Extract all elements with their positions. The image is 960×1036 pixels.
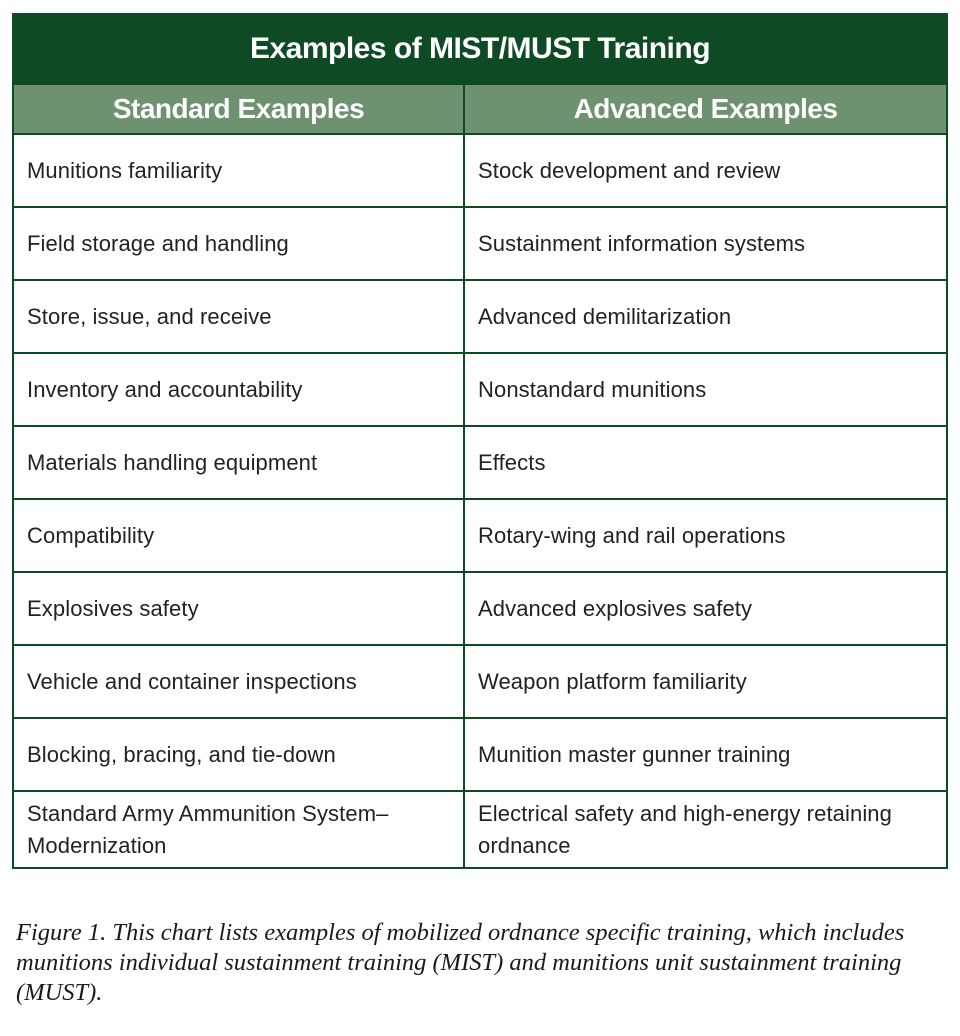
advanced-example-cell: Munition master gunner training: [464, 718, 947, 791]
advanced-example-cell: Effects: [464, 426, 947, 499]
advanced-example-cell: Advanced demilitarization: [464, 280, 947, 353]
table-row: [13, 718, 947, 791]
advanced-example-cell: Electrical safety and high-energy retaining ordnance: [464, 791, 947, 868]
standard-example-cell: Vehicle and container inspections: [13, 645, 464, 718]
standard-example-cell: Explosives safety: [13, 572, 464, 645]
standard-example-cell: Inventory and accountability: [13, 353, 464, 426]
table-title: Examples of MIST/MUST Training: [13, 14, 947, 84]
standard-example-cell: Compatibility: [13, 499, 464, 572]
advanced-example-cell: Advanced explosives safety: [464, 572, 947, 645]
table-row: [13, 353, 947, 426]
standard-example-cell: Blocking, bracing, and tie-down: [13, 718, 464, 791]
training-table: [12, 13, 948, 869]
table-row: [13, 426, 947, 499]
table-row: [13, 280, 947, 353]
table-header-row: [13, 84, 947, 134]
standard-example-cell: Munitions familiarity: [13, 134, 464, 207]
advanced-example-cell: Nonstandard munitions: [464, 353, 947, 426]
table-row: [13, 499, 947, 572]
standard-example-cell: Field storage and handling: [13, 207, 464, 280]
column-header-advanced: Advanced Examples: [464, 84, 947, 134]
table-row: [13, 791, 947, 868]
advanced-example-cell: Sustainment information systems: [464, 207, 947, 280]
column-header-standard: Standard Examples: [13, 84, 464, 134]
standard-example-cell: Materials handling equipment: [13, 426, 464, 499]
standard-example-cell: Standard Army Ammunition System– Modernization: [13, 791, 464, 868]
table-row: [13, 645, 947, 718]
table-row: [13, 572, 947, 645]
advanced-example-cell: Weapon platform familiarity: [464, 645, 947, 718]
advanced-example-cell: Stock development and review: [464, 134, 947, 207]
advanced-example-cell: Rotary-wing and rail operations: [464, 499, 947, 572]
table-row: [13, 134, 947, 207]
table-row: [13, 207, 947, 280]
figure-caption: Figure 1. This chart lists examples of mobilized ordnance specific training, which includes munitions individual sustainment training (MIST) and munitions unit sustainment training (MUST).: [16, 919, 905, 1006]
training-table-figure: [12, 13, 946, 869]
table-title-row: [13, 14, 947, 84]
standard-example-cell: Store, issue, and receive: [13, 280, 464, 353]
